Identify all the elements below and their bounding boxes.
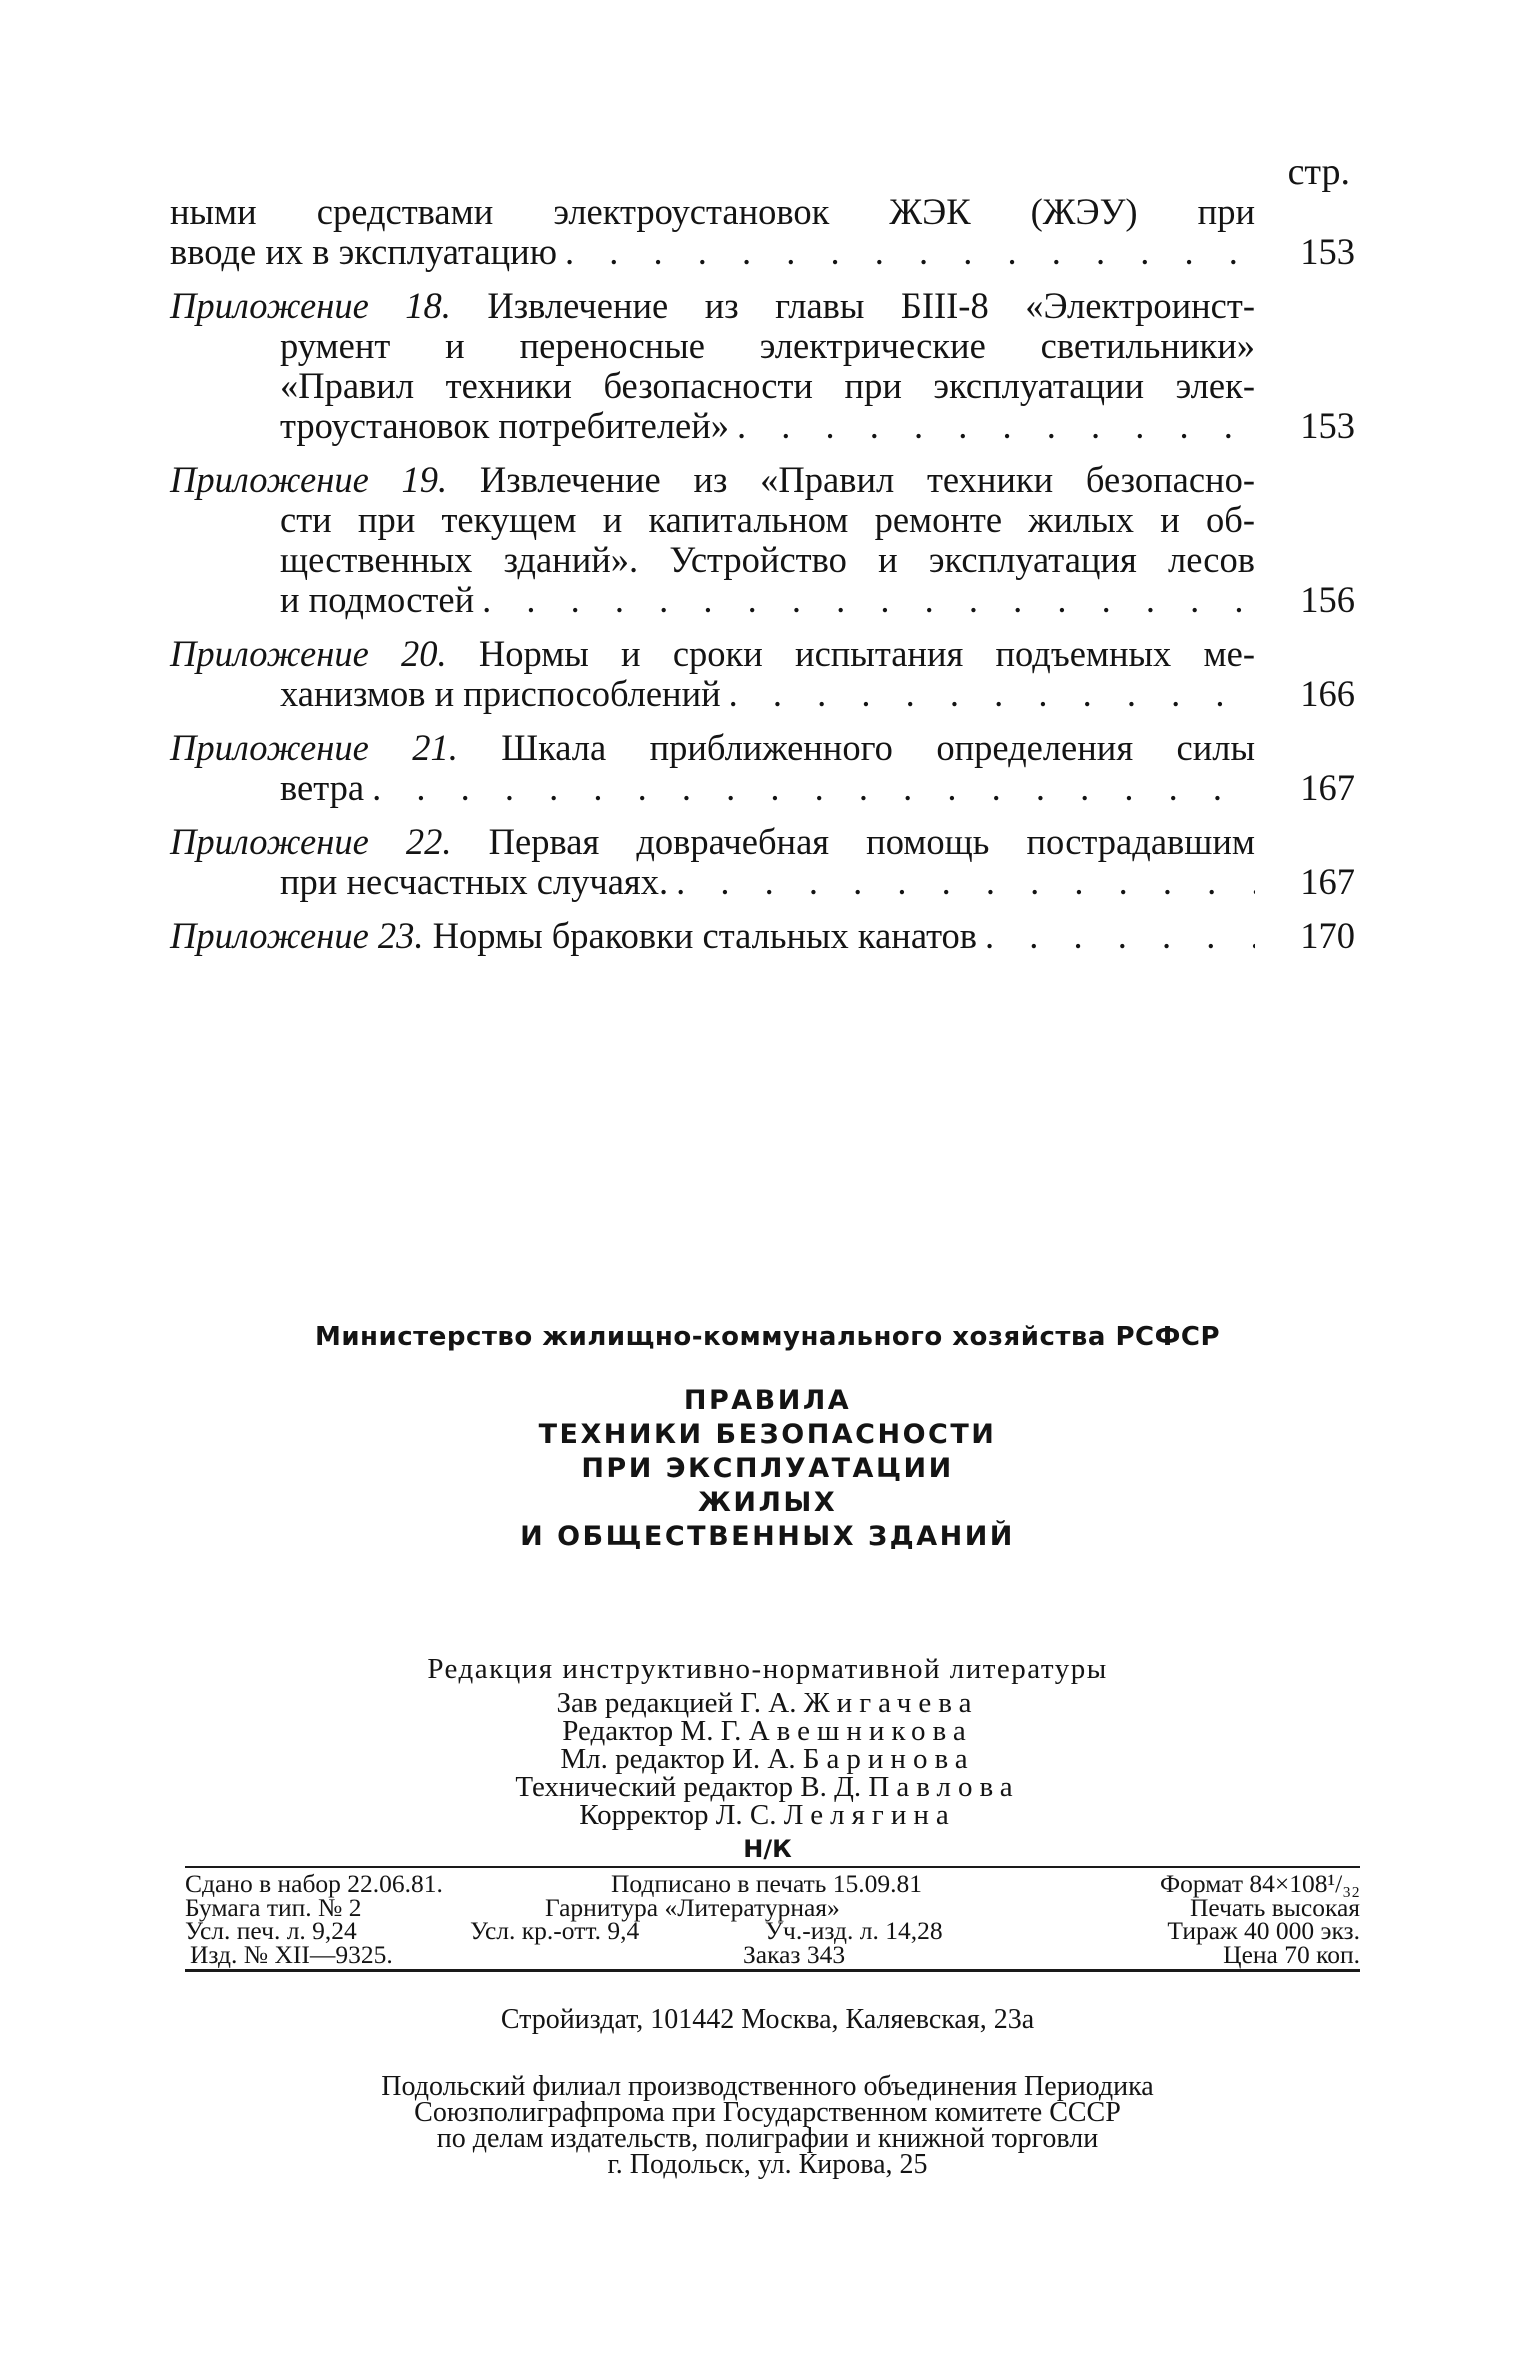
- dot-leader: [372, 768, 1255, 808]
- book-title: [0, 1384, 1535, 1554]
- toc-entry-line: Приложение 19. Извлечение из «Правил техники безопасно-: [170, 459, 1255, 500]
- toc-entry-line: Приложение 21. Шкала приближенного определения силы: [170, 727, 1256, 768]
- printer-info: [0, 2071, 1535, 2180]
- dot-leader: [676, 862, 1255, 902]
- imprint-rule-top: [185, 1866, 1360, 1868]
- toc-entry-line: «Правил техники безопасности при эксплуатации элек-: [280, 365, 1255, 406]
- toc-page-number: 153: [1300, 231, 1355, 272]
- toc-entry-line: сти при текущем и капитальном ремонте жилых и об-: [280, 499, 1255, 540]
- toc-entry-line: Приложение 23. Нормы браковки стальных канатов . . .: [170, 916, 1255, 956]
- toc-page-number: 153: [1300, 405, 1355, 446]
- dot-leader: [737, 406, 1255, 446]
- toc-entry-line: троустановок потребителей» . . .: [170, 406, 1255, 446]
- book-title-line: ПРАВИЛА: [683, 1385, 852, 1416]
- toc-page-number: 156: [1300, 579, 1355, 620]
- ministry-heading: Министерство жилищно-коммунального хозяйства РСФСР: [314, 1322, 1221, 1352]
- staff-line: Корректор Л. С. Лелягина: [579, 1799, 956, 1831]
- imprint-row: Усл. печ. л. 9,24 Усл. кр.-отт. 9,4 Уч.-изд. л. 14,28 Тираж 40 000 экз.: [185, 1916, 1360, 1945]
- toc-entry-appendix-19: [170, 460, 1355, 620]
- toc-entry-line: ханизмов и приспособлений . . .: [170, 674, 1255, 714]
- toc-entry-line: Приложение 20. Нормы и сроки испытания подъемных ме-: [170, 633, 1255, 674]
- appendix-label: Приложение 21.: [170, 727, 458, 768]
- toc-entry-line: при несчастных случаях. . . .: [170, 862, 1255, 902]
- staff-line: Технический редактор В. Д. Павлова: [515, 1771, 1020, 1803]
- publisher-line: Стройиздат, 101442 Москва, Каляевская, 23а: [500, 2004, 1035, 2035]
- toc-entry-appendix-18: [170, 286, 1355, 446]
- appendix-label: Приложение 19.: [170, 459, 448, 500]
- toc-page-column-header: стр.: [1287, 151, 1350, 193]
- toc-entry-line: ными средствами электроустановок ЖЭК (ЖЭУ) при: [170, 191, 1255, 232]
- book-title-line: ТЕХНИКИ БЕЗОПАСНОСТИ: [538, 1419, 997, 1450]
- appendix-label: Приложение 18.: [170, 285, 451, 326]
- printer-line: Союзполиграфпрома при Государственном комитете СССР: [414, 2097, 1121, 2128]
- toc-page-number: 166: [1300, 673, 1355, 714]
- toc-entry-line: Приложение 22. Первая доврачебная помощь пострадавшим: [170, 821, 1255, 862]
- staff-line: Редактор М. Г. Авешникова: [562, 1715, 973, 1747]
- appendix-label: Приложение 22.: [170, 821, 452, 862]
- toc-entry-line: Приложение 18. Извлечение из главы БIII-8 «Электроинст-: [170, 285, 1255, 326]
- printer-line: г. Подольск, ул. Кирова, 25: [607, 2149, 928, 2180]
- editorial-credits: [0, 1655, 1535, 1863]
- appendix-label: Приложение 20.: [170, 633, 447, 674]
- imprint-rule-bottom: [185, 1969, 1360, 1972]
- imprint-row: Изд. № XII—9325. Заказ 343 Цена 70 коп.: [190, 1939, 1360, 1969]
- imprint-details: [185, 1869, 1360, 1969]
- dot-leader: [729, 674, 1255, 714]
- dot-leader: [985, 916, 1255, 956]
- toc-entry-appendix-22: [170, 822, 1355, 902]
- imprint-row: Сдано в набор 22.06.81. Подписано в печать 15.09.81 Формат 84×108¹/₃₂: [185, 1869, 1360, 1898]
- nk-mark: Н/К: [743, 1835, 792, 1863]
- toc-entry-line: вводе их в эксплуатацию . . .: [170, 232, 1255, 272]
- toc-entry: [170, 192, 1355, 272]
- toc-entry-line: и подмостей . . .: [170, 580, 1255, 620]
- toc-entry-appendix-20: [170, 634, 1355, 714]
- toc-page-number: 167: [1300, 861, 1355, 902]
- toc-page-number: 170: [1300, 915, 1355, 956]
- printer-line: по делам издательств, полиграфии и книжной торговли: [436, 2123, 1099, 2154]
- book-title-line: ПРИ ЭКСПЛУАТАЦИИ: [581, 1453, 954, 1484]
- printer-line: Подольский филиал производственного объединения Периодика: [381, 2071, 1154, 2102]
- appendix-label: Приложение 23.: [170, 915, 424, 956]
- toc-entry-appendix-21: [170, 728, 1355, 808]
- dot-leader: [482, 580, 1255, 620]
- book-title-line: И ОБЩЕСТВЕННЫХ ЗДАНИЙ: [520, 1521, 1015, 1552]
- table-of-contents: [170, 192, 1355, 970]
- toc-entry-line: ветра . . .: [170, 768, 1255, 808]
- imprint-row: Бумага тип. № 2 Гарнитура «Литературная» Печать высокая: [185, 1892, 1360, 1922]
- staff-line: Зав редакцией Г. А. Жигачева: [556, 1687, 979, 1719]
- book-title-line: ЖИЛЫХ: [697, 1487, 838, 1518]
- staff-line: Мл. редактор И. А. Баринова: [560, 1743, 975, 1775]
- dot-leader: [565, 232, 1255, 272]
- toc-entry-line: румент и переносные электрические светильники»: [280, 325, 1255, 366]
- toc-entry-appendix-23: [170, 916, 1355, 956]
- toc-entry-line: щественных зданий». Устройство и эксплуатация лесов: [280, 539, 1255, 580]
- editorial-office: Редакция инструктивно-нормативной литературы: [427, 1653, 1108, 1685]
- toc-page-number: 167: [1300, 767, 1355, 808]
